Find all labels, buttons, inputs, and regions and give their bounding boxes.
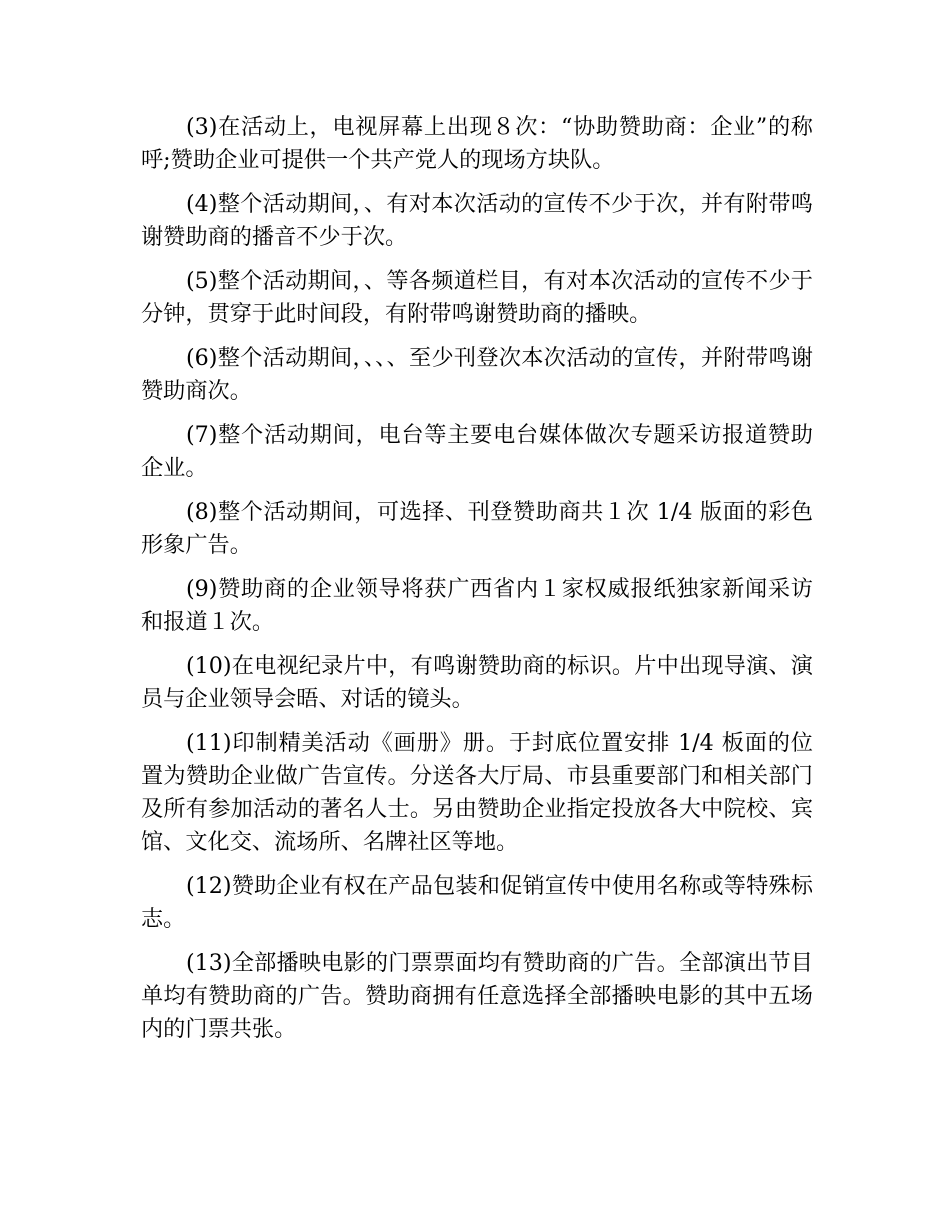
paragraph-9: (9)赞助商的企业领导将获广西省内１家权威报纸独家新闻采访和报道１次。 [141,576,813,635]
document-body [141,111,813,1057]
paragraph-12: (12)赞助企业有权在产品包装和促销宣传中使用名称或等特殊标志。 [141,873,813,932]
paragraph-13: (13)全部播映电影的门票票面均有赞助商的广告。全部演出节目单均有赞助商的广告。赞助商拥有任意选择全部播映电影的其中五场内的门票共张。 [141,950,813,1042]
paragraph-11: (11)印制精美活动《画册》册。于封底位置安排 1/4 板面的位置为赞助企业做广告宣传。分送各大厅局、市县重要部门和相关部门及所有参加活动的著名人士。另由赞助企业指定投放各大中院校、宾馆、文化交、流场所、名牌社区等地。 [141,730,813,855]
paragraph-6: (6)整个活动期间，、、、至少刊登次本次活动的宣传，并附带鸣谢赞助商次。 [141,345,813,404]
paragraph-5: (5)整个活动期间，、等各频道栏目，有对本次活动的宣传不少于分钟，贯穿于此时间段，有附带鸣谢赞助商的播映。 [141,268,813,327]
paragraph-10: (10)在电视纪录片中，有鸣谢赞助商的标识。片中出现导演、演员与企业领导会晤、对话的镜头。 [141,653,813,712]
paragraph-4: (4)整个活动期间，、有对本次活动的宣传不少于次，并有附带鸣谢赞助商的播音不少于次。 [141,191,813,250]
paragraph-8: (8)整个活动期间，可选择、刊登赞助商共１次 1/4 版面的彩色形象广告。 [141,499,813,558]
paragraph-3: (3)在活动上，电视屏幕上出现８次：“协助赞助商：企业”的称呼;赞助企业可提供一个共产党人的现场方块队。 [141,114,813,173]
paragraph-7: (7)整个活动期间，电台等主要电台媒体做次专题采访报道赞助企业。 [141,422,813,481]
